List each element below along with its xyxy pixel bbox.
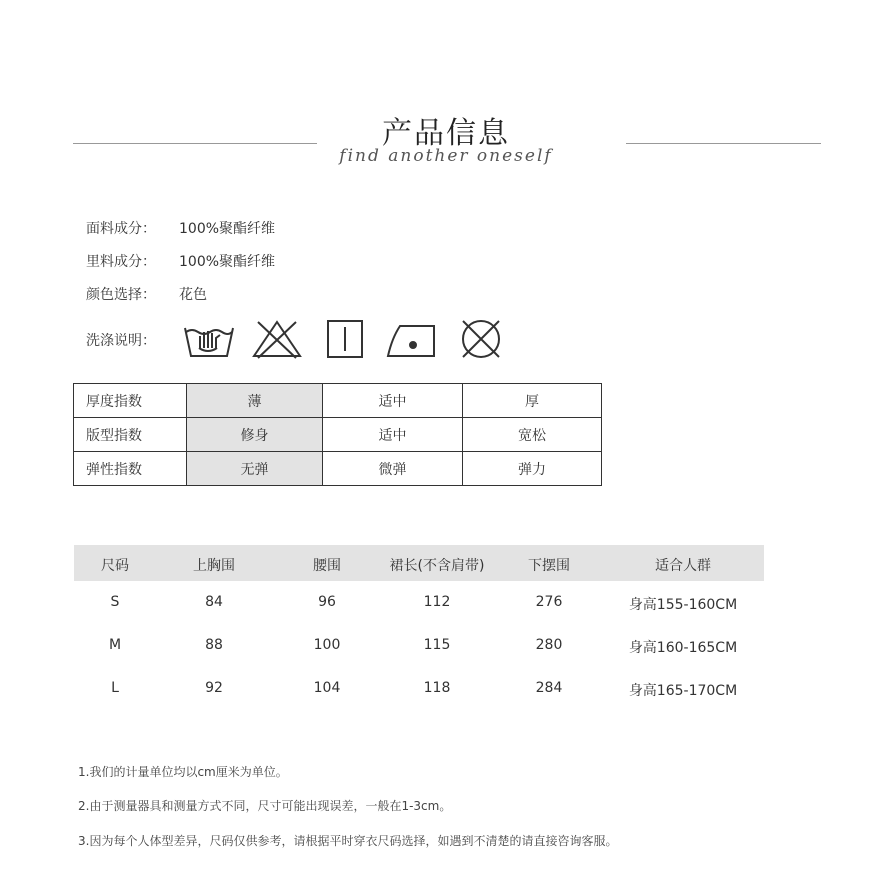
size-cell: 100 — [313, 637, 341, 653]
option: 适中 — [323, 418, 463, 452]
spec-value: 100%聚酯纤维 — [179, 221, 276, 237]
option-selected: 修身 — [187, 418, 323, 452]
spec-value: 花色 — [179, 287, 207, 303]
size-header-cell: 上胸围 — [193, 558, 235, 574]
size-header-cell: 腰围 — [313, 558, 341, 574]
iron-low-icon — [386, 318, 440, 360]
note-1: 1.我们的计量单位均以cm厘米为单位。 — [78, 765, 288, 779]
size-cell: 身高160-165CM — [628, 640, 738, 656]
size-cell: 280 — [535, 637, 563, 653]
row-label: 版型指数 — [74, 418, 187, 452]
size-header-cell: 裙长(不含肩带) — [389, 558, 485, 574]
note-2: 2.由于测量器具和测量方式不同，尺寸可能出现误差，一般在1-3cm。 — [78, 799, 452, 813]
spec-value: 100%聚酯纤维 — [179, 254, 276, 270]
size-cell: 104 — [313, 680, 341, 696]
spec-fabric — [86, 218, 275, 238]
spec-lining — [86, 251, 275, 271]
row-label: 厚度指数 — [74, 384, 187, 418]
spec-label: 颜色选择： — [86, 287, 156, 303]
size-cell: 96 — [318, 594, 336, 610]
size-cell: 276 — [535, 594, 563, 610]
hang-dry-icon — [318, 318, 372, 360]
size-header-cell: 下摆围 — [528, 558, 570, 574]
size-cell: 284 — [535, 680, 563, 696]
row-label: 弹性指数 — [74, 452, 187, 486]
size-header-cell: 尺码 — [101, 558, 129, 574]
size-cell: 118 — [423, 680, 451, 696]
size-cell: 88 — [205, 637, 223, 653]
no-bleach-icon — [250, 318, 304, 360]
table-row — [74, 384, 602, 418]
option-selected: 薄 — [187, 384, 323, 418]
size-cell: 112 — [423, 594, 451, 610]
option: 弹力 — [463, 452, 602, 486]
size-cell: 身高155-160CM — [628, 597, 738, 613]
note-3: 3.因为每个人体型差异，尺码仅供参考，请根据平时穿衣尺码选择，如遇到不清楚的请直接咨询客服。 — [78, 834, 618, 848]
spec-label: 里料成分： — [86, 254, 156, 270]
no-dry-clean-icon — [454, 318, 508, 360]
size-cell: 115 — [423, 637, 451, 653]
spec-label: 面料成分： — [86, 221, 156, 237]
page-title: 产品信息 — [382, 116, 510, 151]
option-selected: 无弹 — [187, 452, 323, 486]
size-cell: 身高165-170CM — [628, 683, 738, 699]
option: 微弹 — [323, 452, 463, 486]
table-row — [74, 452, 602, 486]
option: 宽松 — [463, 418, 602, 452]
spec-color — [86, 284, 207, 304]
size-header-cell: 适合人群 — [655, 558, 711, 574]
index-table — [73, 383, 602, 486]
option: 厚 — [463, 384, 602, 418]
wash-icons — [182, 318, 508, 360]
hand-wash-icon — [182, 318, 236, 360]
page-subtitle: find another oneself — [339, 146, 553, 166]
size-cell: 92 — [205, 680, 223, 696]
size-cell: S — [110, 594, 120, 610]
table-row — [74, 418, 602, 452]
size-cell: 84 — [205, 594, 223, 610]
size-cell: L — [111, 680, 119, 696]
size-cell: M — [108, 637, 122, 653]
wash-label: 洗涤说明： — [86, 333, 156, 349]
option: 适中 — [323, 384, 463, 418]
